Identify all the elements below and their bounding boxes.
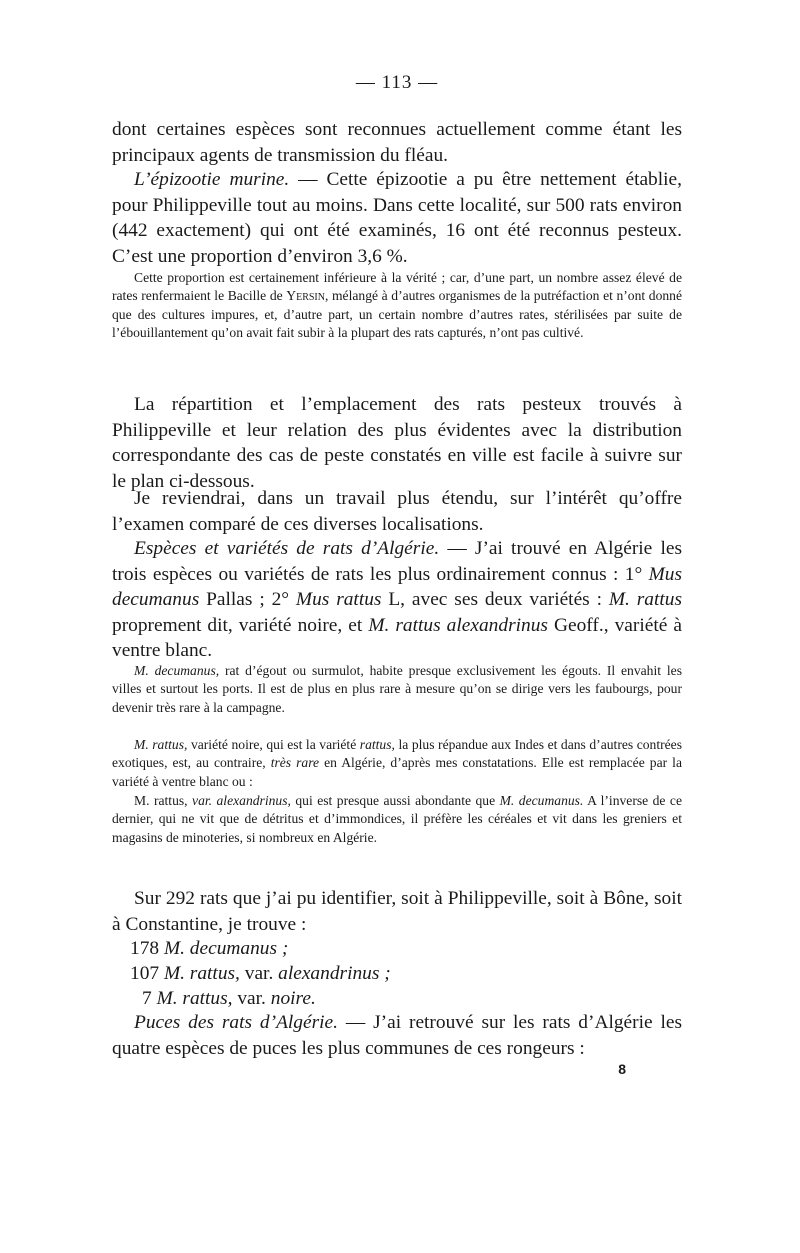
- species-name: M. rattus alexandrinus: [368, 614, 548, 636]
- section-heading: Puces des rats d’Algérie.: [134, 1012, 338, 1033]
- paragraph-text: Pallas ; 2°: [199, 589, 296, 611]
- note-decumanus: [112, 662, 682, 717]
- variety-name: noire.: [270, 988, 316, 1009]
- species-name: M. rattus,: [163, 963, 240, 984]
- emphasis: très rare: [270, 755, 320, 771]
- paragraph-text: — J’ai retrouvé sur les rats d’Algérie les quatre espèces de puces les plus communes de ces rongeurs :: [112, 1012, 682, 1059]
- note-text: en Algérie, d’après mes constatations. Elle est remplacée par la variété à ventre blanc ou :: [112, 755, 682, 789]
- note-text: variété noire, qui est la variété: [187, 737, 360, 752]
- paragraph-text: — Cette épizootie a pu être nettement établie, pour Philippeville tout au moins. Dans cette localité, sur 500 rats environ (442 exactement) qui ont été examinés, 16 ont été reconnus pesteux. C’est une proportion d’environ 3,6 %.: [112, 169, 682, 267]
- signature-mark: 8: [618, 1061, 626, 1077]
- paragraph-repartition: [112, 392, 682, 494]
- list-item: [130, 936, 700, 962]
- count: 178: [130, 938, 160, 959]
- paragraph-puces: [112, 1010, 682, 1061]
- species-name: Mus rattus: [295, 589, 382, 611]
- note-text: , mélangé à d’autres organismes de la putréfaction et n’ont donné que des cultures impures, et, d’autre part, un certain nombre d’autres rates, stérilisées par suite de l’ébouillantement qu’on avait fait subir à la plupart des rats capturés, n’ont pas cultivé.: [112, 288, 682, 341]
- paragraph-text: Sur 292 rats que j’ai pu identifier, soit à Philippeville, soit à Bône, soit à Constantine, je trouve :: [112, 888, 682, 935]
- page-number: — 113 —: [355, 72, 439, 93]
- paragraph-text: Je reviendrai, dans un travail plus étendu, sur l’intérêt qu’offre l’examen comparé de ces diverses localisations.: [112, 488, 682, 535]
- species-name: M. rattus,: [134, 737, 188, 752]
- note-rattus: [112, 736, 682, 791]
- note-proportion: [112, 269, 682, 343]
- note-text: Cette proportion est certainement inférieure à la vérité ; car, d’une part, un nombre assez élevé de rates renfermaient le Bacille de: [112, 270, 682, 304]
- paragraph-text: proprement dit, variété noire, et: [112, 614, 369, 636]
- paragraph-text: La répartition et l’emplacement des rats pesteux trouvés à Philippeville et leur relation des plus évidentes avec la distribution correspondante des cas de peste constatés en ville est facile à suivre sur le plan ci-dessous.: [112, 394, 682, 492]
- count: 107: [130, 963, 160, 984]
- species-name: M. decumanus,: [134, 663, 220, 678]
- species-name: M. decumanus ;: [163, 938, 289, 959]
- section-heading: L’épizootie murine.: [134, 169, 290, 190]
- note-text: la plus répandue aux Indes et dans d’autres contrées exotiques, est, au contraire,: [112, 737, 683, 771]
- variety-label: var.: [232, 988, 271, 1009]
- author-name: Yersin: [286, 288, 325, 304]
- note-text: rat d’égout ou surmulot, habite presque exclusivement les égouts. Il envahit les villes et surtout les ports. Il est de plus en plus rare à mesure qu’on se dirige vers les faubourgs, pour devenir très rare à la campagne.: [112, 663, 682, 715]
- paragraph-epizootie: [112, 167, 682, 269]
- note-alexandrinus: [112, 792, 682, 847]
- variety-label: var.: [239, 963, 279, 984]
- variety-name: alexandrinus ;: [278, 963, 391, 984]
- species-name: rattus,: [359, 737, 395, 752]
- species-name: Mus decumanus: [112, 563, 682, 611]
- paragraph-text: dont certaines espèces sont reconnues actuellement comme étant les principaux agents de transmission du fléau.: [112, 119, 682, 166]
- note-text: A l’inverse de ce dernier, qui ne vit que de détritus et d’immondices, il préfère les céréales et vit dans les greniers et magasins de minoteries, si nombreux en Algérie.: [112, 793, 683, 845]
- count: 7: [142, 988, 152, 1009]
- paragraph-identification: [112, 886, 682, 937]
- paragraph-especes: [112, 536, 682, 664]
- paragraph-intro: [112, 117, 682, 168]
- species-name: var. alexandrinus,: [192, 793, 291, 808]
- section-heading: Espèces et variétés de rats d’Algérie.: [134, 538, 440, 559]
- species-name: M. rattus,: [156, 988, 233, 1009]
- paragraph-travail: [112, 486, 682, 537]
- paragraph-text: — J’ai trouvé en Algérie les trois espèces ou variétés de rats les plus ordinairement connus : 1°: [112, 538, 682, 585]
- note-text: qui est presque aussi abondante que: [290, 793, 500, 808]
- species-name: M. decumanus.: [499, 793, 584, 808]
- paragraph-text: Geoff., variété à ventre blanc.: [112, 614, 682, 662]
- list-item: [130, 961, 700, 987]
- species-name: M. rattus: [608, 589, 683, 611]
- note-text: M. rattus,: [134, 793, 193, 808]
- list-item: [142, 986, 712, 1012]
- paragraph-text: L, avec ses deux variétés :: [381, 589, 609, 611]
